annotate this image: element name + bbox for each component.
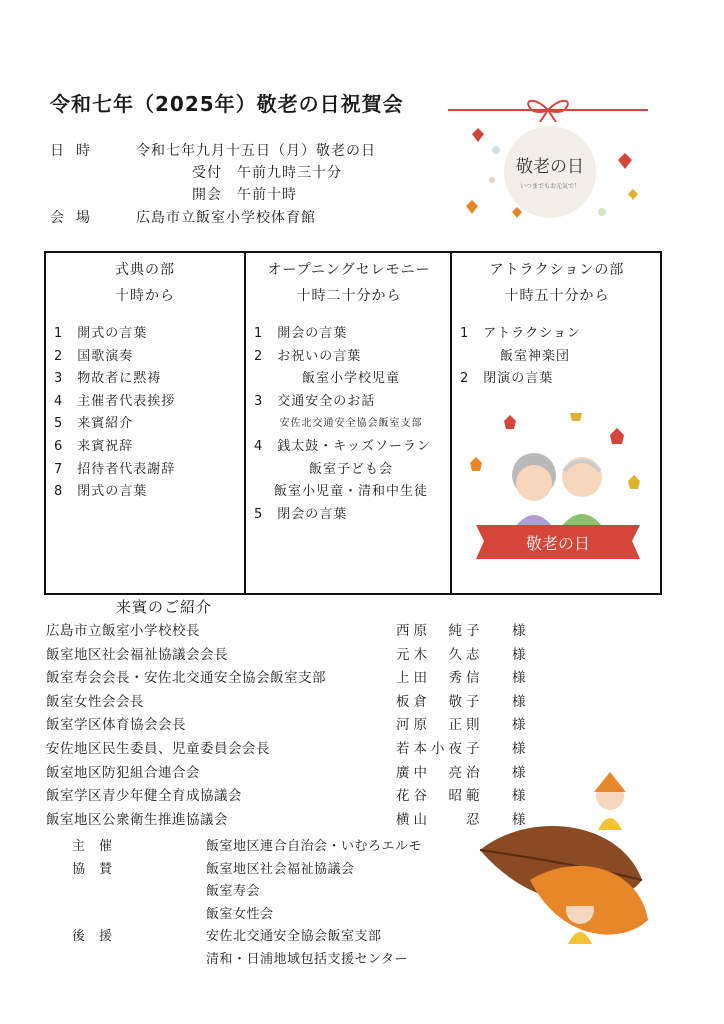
- program-item: 4 銭太鼓・キッズソーラン: [254, 438, 432, 454]
- organizer-name: 飯室地区連合自治会・いむろエルモ: [206, 839, 423, 854]
- guest-name: 板倉 敬子: [396, 693, 484, 710]
- guest-row: [46, 644, 546, 668]
- organizer-label: 主催: [72, 839, 127, 854]
- guest-name: 横山 忍: [396, 811, 484, 828]
- guest-honorific: 様: [512, 740, 526, 757]
- child-icon: [594, 772, 626, 830]
- organizer-row: [72, 949, 492, 972]
- badge-subtitle: いつまでもお元気で！: [519, 183, 581, 190]
- column-heading: オープニングセレモニー: [267, 262, 431, 278]
- info-label: 会場: [50, 210, 102, 226]
- guest-honorific: 様: [512, 693, 526, 710]
- program-item: 6 来賓祝辞: [54, 438, 134, 454]
- guest-name: 廣中 亮治: [396, 764, 484, 781]
- program-table: [44, 251, 662, 595]
- program-column-opening: [244, 253, 452, 593]
- guest-row: [46, 714, 546, 738]
- program-items: [54, 323, 240, 504]
- guest-honorific: 様: [512, 646, 526, 663]
- badge-title: 敬老の日: [516, 157, 584, 177]
- maple-leaf-icon: [628, 475, 640, 489]
- organizers-list: [72, 836, 492, 972]
- info-value: 開会 午前十時: [192, 187, 297, 203]
- organizer-row: [72, 926, 492, 949]
- organizer-name: 飯室女性会: [206, 906, 274, 922]
- guest-honorific: 様: [512, 788, 526, 805]
- guest-name: 河原 正則: [396, 717, 484, 734]
- elderly-couple-illustration: [460, 413, 656, 573]
- guest-name: 元木 久志: [396, 646, 484, 663]
- info-value: 令和七年九月十五日（月）敬老の日: [136, 143, 376, 159]
- guest-row: [46, 691, 546, 715]
- leaf-icon: [512, 207, 522, 218]
- maple-leaf-icon: [504, 415, 516, 429]
- grandfather-icon: [558, 457, 606, 531]
- program-column-ceremony: [46, 253, 244, 593]
- organizer-name: 清和・日浦地域包括支援センター: [206, 951, 408, 967]
- program-item: 2 閉演の言葉: [460, 371, 554, 387]
- guest-name: 若本小夜子: [396, 740, 484, 757]
- program-item-performer: 飯室神楽団: [500, 348, 571, 364]
- program-item: 1 開式の言葉: [54, 326, 148, 341]
- guests-title: 来賓のご紹介: [116, 598, 213, 616]
- program-item-performer: 飯室小学校児童: [301, 371, 400, 387]
- organizer-label: 後援: [72, 929, 127, 945]
- banner-text: 敬老の日: [525, 534, 591, 553]
- guest-role: 飯室女性会会長: [46, 693, 144, 710]
- column-time: 十時五十分から: [504, 288, 610, 304]
- leaf-icon: [628, 189, 638, 200]
- guest-name: 上田 秀信: [396, 670, 484, 687]
- guest-role: 飯室寿会会長・安佐北交通安全協会飯室支部: [46, 670, 326, 687]
- column-time: 十時から: [115, 288, 175, 304]
- program-item: 3 物故者に黙祷: [54, 371, 162, 387]
- program-item: 1 アトラクション: [460, 326, 582, 341]
- program-item: 2 お祝いの言葉: [254, 348, 362, 364]
- maple-leaf-icon: [570, 413, 582, 421]
- column-heading: アトラクションの部: [489, 262, 625, 278]
- info-value: 広島市立飯室小学校体育館: [136, 210, 316, 226]
- maple-leaf-icon: [470, 457, 482, 471]
- page-title: 令和七年（2025年）敬老の日祝賀会: [50, 92, 404, 116]
- program-item: 1 開会の言葉: [254, 326, 348, 341]
- organizer-row: [72, 859, 492, 882]
- program-item: 3 交通安全のお話: [254, 393, 376, 409]
- program-item: 8 閉式の言葉: [54, 484, 148, 500]
- organizer-name: 飯室地区社会福祉協議会: [206, 861, 355, 877]
- children-on-leaf-illustration: [470, 770, 650, 980]
- guest-role: 飯室学区体育協会会長: [46, 717, 186, 734]
- info-label: 日時: [50, 143, 102, 159]
- maple-leaf-icon: [610, 428, 624, 444]
- guest-row: [46, 620, 546, 644]
- program-item-performer: 安佐北交通安全協会飯室支部: [279, 418, 423, 430]
- organizer-name: 安佐北交通安全協会飯室支部: [206, 929, 382, 945]
- ribbon-decoration: [448, 92, 648, 122]
- guest-role: 飯室地区防犯組合連合会: [46, 764, 200, 781]
- column-time: 十時二十分から: [296, 288, 402, 304]
- program-item: 5 来賓紹介: [54, 416, 134, 432]
- organizer-row: [72, 881, 492, 904]
- guest-honorific: 様: [512, 717, 526, 734]
- guest-honorific: 様: [512, 623, 526, 639]
- guest-role: 飯室地区社会福祉協議会会長: [46, 646, 228, 663]
- program-item: 2 国歌演奏: [54, 348, 134, 364]
- leaf-icon: [472, 128, 484, 142]
- program-items: [460, 323, 658, 391]
- organizer-row: [72, 836, 492, 859]
- program-item: 5 閉会の言葉: [254, 506, 348, 522]
- organizer-label: 協賛: [72, 861, 127, 877]
- organizer-name: 飯室寿会: [206, 884, 261, 900]
- grandmother-icon: [512, 453, 556, 531]
- guest-row: [46, 667, 546, 691]
- program-item-performer: 飯室子ども会: [308, 461, 393, 477]
- leaf-icon: [466, 200, 478, 214]
- guest-honorific: 様: [512, 764, 526, 781]
- info-value: 受付 午前九時三十分: [192, 165, 342, 181]
- guest-role: 飯室学区青少年健全育成協議会: [46, 788, 242, 805]
- guest-name: 花谷 昭範: [396, 788, 484, 805]
- organizer-row: [72, 904, 492, 927]
- program-column-attraction: [450, 253, 662, 593]
- guest-name: 西原 純子: [396, 623, 484, 639]
- program-items: [254, 323, 448, 526]
- guest-row: [46, 738, 546, 762]
- guest-honorific: 様: [512, 811, 526, 828]
- program-item: 4 主催者代表挨拶: [54, 393, 176, 409]
- program-item: 7 招待者代表謝辞: [54, 461, 176, 477]
- program-item-performer: 飯室小児童・清和中生徒: [273, 484, 428, 500]
- guest-role: 飯室地区公衆衛生推進協議会: [46, 811, 228, 828]
- guest-role: 広島市立飯室小学校校長: [46, 623, 200, 639]
- keiro-badge-illustration: [452, 120, 648, 230]
- guest-honorific: 様: [512, 670, 526, 687]
- guest-role: 安佐地区民生委員、児童委員会会長: [46, 740, 270, 757]
- column-heading: 式典の部: [115, 262, 175, 278]
- leaf-icon: [618, 153, 632, 169]
